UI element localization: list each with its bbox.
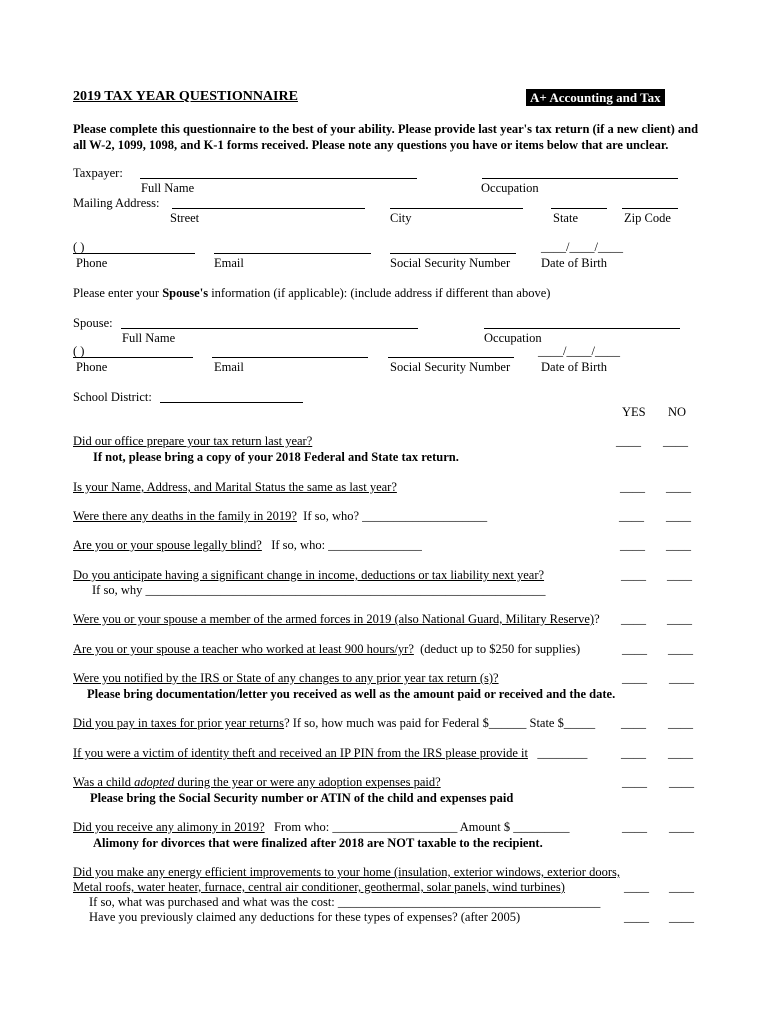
- question-adoption: [73, 775, 441, 789]
- no-answer[interactable]: ____: [667, 612, 692, 626]
- yes-answer[interactable]: ____: [620, 480, 645, 494]
- spouse-phone-label: Phone: [76, 360, 108, 374]
- spouse-prompt-post: information (if applicable): (include address if different than above): [208, 286, 551, 300]
- yes-answer[interactable]: ____: [620, 538, 645, 552]
- no-answer[interactable]: ____: [668, 642, 693, 656]
- question-armed-forces-row: [73, 612, 600, 626]
- page-title: 2019 TAX YEAR QUESTIONNAIRE: [73, 89, 298, 104]
- spouse-occupation-label: Occupation: [484, 331, 542, 345]
- question-blind-who[interactable]: If so, who: _______________: [271, 538, 422, 552]
- yes-answer[interactable]: ____: [622, 775, 647, 789]
- alimony-details[interactable]: From who: ____________________ Amount $ _________: [274, 820, 570, 834]
- yes-answer[interactable]: ____: [619, 509, 644, 523]
- no-answer[interactable]: ____: [666, 538, 691, 552]
- no-answer[interactable]: ____: [668, 716, 693, 730]
- street-label: Street: [170, 211, 200, 225]
- no-answer[interactable]: ____: [667, 568, 692, 582]
- spouse-phone-area-code: ( ): [73, 344, 85, 358]
- taxpayer-label: Taxpayer:: [73, 166, 123, 180]
- no-answer[interactable]: ____: [669, 775, 694, 789]
- instructions: Please complete this questionnaire to the best of your ability. Please provide last year's tax return (if a new client) and all W-2, 1099, 1098, and K-1 forms received. Please note any questions you have or items below that are unclear.: [73, 122, 699, 152]
- no-answer[interactable]: ____: [663, 434, 688, 448]
- question-energy-prior-claim: Have you previously claimed any deductions for these types of expenses? (after 2005): [89, 910, 521, 924]
- spouse-ssn-label: Social Security Number: [390, 360, 511, 374]
- question-teacher-note: (deduct up to $250 for supplies): [420, 642, 581, 656]
- note-alimony: Alimony for divorces that were finalized after 2018 are NOT taxable to the recipient.: [93, 836, 543, 850]
- full-name-label: Full Name: [141, 181, 195, 195]
- phone-area-code: ( ): [73, 240, 85, 254]
- question-energy-line2: Metal roofs, water heater, furnace, central air conditioner, geothermal, solar panels, wind turbines): [73, 880, 565, 894]
- city-label: City: [390, 211, 412, 225]
- question-prior-prep: Did our office prepare your tax return last year?: [73, 434, 313, 448]
- spouse-phone-field[interactable]: [73, 357, 193, 358]
- no-answer[interactable]: ____: [666, 509, 691, 523]
- yes-answer[interactable]: ____: [621, 568, 646, 582]
- energy-purchase-cost[interactable]: If so, what was purchased and what was the cost: __________________________________________: [89, 895, 601, 909]
- no-answer[interactable]: ____: [669, 910, 694, 924]
- yes-answer[interactable]: ____: [621, 716, 646, 730]
- note-prior-return: If not, please bring a copy of your 2018 Federal and State tax return.: [93, 450, 459, 464]
- no-answer[interactable]: ____: [669, 880, 694, 894]
- taxpayer-name-field[interactable]: [140, 178, 417, 179]
- school-district-field[interactable]: [160, 402, 303, 403]
- spouse-name-field[interactable]: [121, 328, 418, 329]
- ssn-field[interactable]: [390, 253, 516, 254]
- no-answer[interactable]: ____: [666, 480, 691, 494]
- email-field[interactable]: [214, 253, 371, 254]
- note-adoption: Please bring the Social Security number or ATIN of the child and expenses paid: [90, 791, 514, 805]
- question-blind: Are you or your spouse legally blind?: [73, 538, 262, 552]
- spouse-prompt: [73, 286, 550, 300]
- question-teacher-row: [73, 642, 580, 656]
- question-deaths-row: [73, 509, 487, 523]
- yes-answer[interactable]: ____: [624, 910, 649, 924]
- spouse-occupation-field[interactable]: [484, 328, 680, 329]
- yes-column-header: YES: [622, 405, 646, 419]
- spouse-full-name-label: Full Name: [122, 331, 176, 345]
- yes-answer[interactable]: ____: [621, 746, 646, 760]
- zip-label: Zip Code: [624, 211, 671, 225]
- phone-field[interactable]: [73, 253, 195, 254]
- question-income-change: Do you anticipate having a significant change in income, deductions or tax liability next year?: [73, 568, 545, 582]
- question-armed-forces-mark: ?: [594, 612, 600, 626]
- city-field[interactable]: [390, 208, 523, 209]
- question-energy-line1: Did you make any energy efficient improvements to your home (insulation, exterior windows, exterior doors,: [73, 865, 620, 879]
- question-adoption-emphasis: adopted: [134, 775, 175, 789]
- mailing-address-label: Mailing Address:: [73, 196, 160, 210]
- spouse-email-label: Email: [214, 360, 244, 374]
- ssn-label: Social Security Number: [390, 256, 511, 270]
- spouse-ssn-field[interactable]: [388, 357, 514, 358]
- question-irs-changes: Were you notified by the IRS or State of any changes to any prior year tax return (s)?: [73, 671, 499, 685]
- question-alimony: Did you receive any alimony in 2019?: [73, 820, 265, 834]
- no-answer[interactable]: ____: [668, 746, 693, 760]
- question-name-address: Is your Name, Address, and Marital Status the same as last year?: [73, 480, 397, 494]
- question-deaths-who[interactable]: If so, who? ____________________: [303, 509, 488, 523]
- spouse-label: Spouse:: [73, 316, 113, 330]
- question-alimony-row: [73, 820, 570, 834]
- question-ip-pin: If you were a victim of identity theft and received an IP PIN from the IRS please provide it: [73, 746, 528, 760]
- income-change-why[interactable]: If so, why ________________________________________________________________: [92, 583, 546, 597]
- phone-label: Phone: [76, 256, 108, 270]
- zip-field[interactable]: [622, 208, 678, 209]
- question-teacher: Are you or your spouse a teacher who worked at least 900 hours/yr?: [73, 642, 414, 656]
- question-prior-taxes: Did you pay in taxes for prior year returns: [73, 716, 285, 730]
- yes-answer[interactable]: ____: [622, 820, 647, 834]
- spouse-dob-label: Date of Birth: [541, 360, 607, 374]
- brand-label: A+ Accounting and Tax: [526, 89, 665, 106]
- no-answer[interactable]: ____: [669, 820, 694, 834]
- yes-answer[interactable]: ____: [624, 880, 649, 894]
- spouse-prompt-bold: Spouse's: [162, 286, 209, 300]
- yes-answer[interactable]: ____: [621, 612, 646, 626]
- email-label: Email: [214, 256, 244, 270]
- street-field[interactable]: [172, 208, 365, 209]
- yes-answer[interactable]: ____: [622, 642, 647, 656]
- spouse-dob-field[interactable]: ____/____/____: [538, 344, 620, 358]
- yes-answer[interactable]: ____: [622, 671, 647, 685]
- question-adoption-post: during the year or were any adoption expenses paid?: [174, 775, 441, 789]
- question-blind-row: [73, 538, 422, 552]
- question-ip-pin-row: [73, 746, 587, 760]
- occupation-label: Occupation: [481, 181, 539, 195]
- spouse-prompt-pre: Please enter your: [73, 286, 163, 300]
- school-district-label: School District:: [73, 390, 152, 404]
- taxpayer-occupation-field[interactable]: [482, 178, 678, 179]
- yes-answer[interactable]: ____: [616, 434, 641, 448]
- ip-pin-field[interactable]: ________: [537, 746, 588, 760]
- spouse-email-field[interactable]: [212, 357, 368, 358]
- question-prior-taxes-amounts[interactable]: ? If so, how much was paid for Federal $______ State $_____: [284, 716, 596, 730]
- no-answer[interactable]: ____: [669, 671, 694, 685]
- question-deaths: Were there any deaths in the family in 2019?: [73, 509, 297, 523]
- dob-field[interactable]: ____/____/____: [541, 240, 623, 254]
- question-adoption-pre: Was a child: [73, 775, 135, 789]
- note-irs-documentation: Please bring documentation/letter you received as well as the amount paid or received and the date.: [87, 687, 616, 701]
- state-label: State: [553, 211, 578, 225]
- state-field[interactable]: [551, 208, 607, 209]
- question-armed-forces: Were you or your spouse a member of the armed forces in 2019 (also National Guard, Military Reserve): [73, 612, 595, 626]
- dob-label: Date of Birth: [541, 256, 607, 270]
- question-prior-taxes-row: [73, 716, 595, 730]
- no-column-header: NO: [668, 405, 687, 419]
